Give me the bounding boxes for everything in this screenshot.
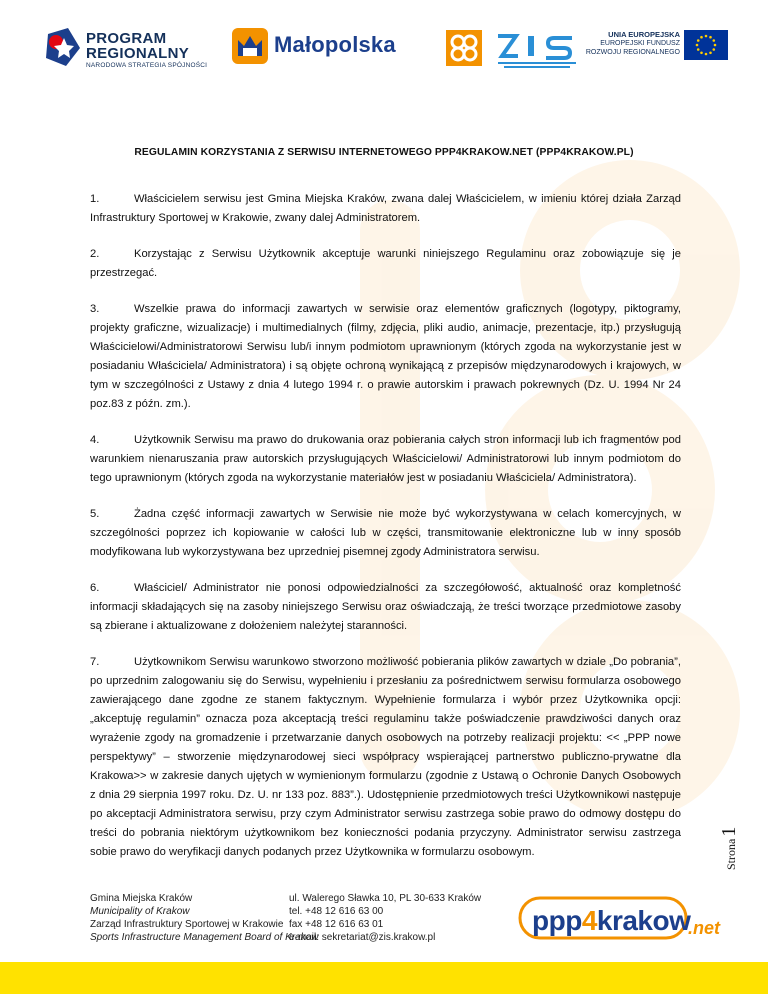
zis-logo-icon xyxy=(494,30,580,70)
svg-text:ppp4krakow: ppp4krakow xyxy=(532,905,691,936)
paragraph xyxy=(90,653,681,862)
footer-contact xyxy=(289,892,481,944)
paragraph-text: Użytkownikom Serwisu warunkowo stworzono możliwość pobierania plików zawartych w dziale „Do pobrania”, po uprzednim zalogowaniu się do Serwisu, wypełnieniu i przesłaniu za pośrednictwem serwisu formularza osobowego zawierającego dane zgodne ze stanem faktycznym. Wypełnienie formularza i wybór przez Użytkownika opcji: „akceptuję regulamin” oznacza poza akceptacją treści regulaminu także poświadczenie prawdziwości danych oraz wyrażenie zgody na gromadzenie i przetwarzanie danych osobowych na potrzeby realizacji projektu: << „PPP nowe perspektywy” – stworzenie międzynarodowej sieci współpracy wspierającej partnerstwo publiczno-prywatne dla Krakowa>> w zakresie danych ujętych w wymienionym formularzu (zgodnie z Ustawą o Ochronie Danych Osobowych z dnia 29 sierpnia 1997 roku. Dz. U. nr 133 poz. 883”.). Udostępnienie przedmiotowych treści Użytkownikowi następuje po akceptacji Administratora serwisu, przy czym Administrator serwisu zastrzega sobie prawo do odmowy dostępu do treści do pobrania niektórym użytkownikom bez konieczności podania przyczyny. Administrator serwisu zastrzega sobie prawo do weryfikacji danych podanych przez Użytkownika w formularzu osobowym. xyxy=(90,656,681,858)
footer xyxy=(0,880,768,994)
program-star-icon xyxy=(44,28,84,68)
eu-star-icon xyxy=(709,36,712,39)
paragraph-text: Użytkownik Serwisu ma prawo do drukowania oraz pobierania całych stron informacji lub ich fragmentów pod warunkiem nienaruszania praw autorskich przysługujących Właścicielowi/ Administratorowi lub innym podmiotom do tego uprawnionym (których zgoda na wykorzystanie materiałów jest w posiadaniu Właściciela/ Administratora). xyxy=(90,434,681,484)
malopolska-wordmark: Małopolska xyxy=(274,32,396,57)
eu-star-icon xyxy=(712,39,715,42)
eu-line2: EUROPEJSKI FUNDUSZ xyxy=(600,40,680,47)
eu-star-icon xyxy=(696,44,699,47)
paragraph-number: 6. xyxy=(90,582,100,594)
eu-star-icon xyxy=(697,48,700,51)
paragraph xyxy=(90,245,681,283)
paragraph-text: Korzystając z Serwisu Użytkownik akceptuje warunki niniejszego Regulaminu oraz zobowiązuje się je przestrzegać. xyxy=(90,248,681,279)
eu-star-icon xyxy=(700,36,703,39)
program-subtitle: NARODOWA STRATEGIA SPÓJNOŚCI xyxy=(86,62,208,69)
eu-line1: UNIA EUROPEJSKA xyxy=(608,30,680,39)
footer-email: e-mail: sekretariat@zis.krakow.pl xyxy=(289,932,436,943)
eu-star-icon xyxy=(697,39,700,42)
footer-fax: fax +48 12 616 63 01 xyxy=(289,919,384,930)
paragraph xyxy=(90,190,681,228)
malopolska-logo xyxy=(232,28,432,68)
paragraph-number: 3. xyxy=(90,303,100,315)
document-title: REGULAMIN KORZYSTANIA Z SERWISU INTERNETOWEGO PPP4KRAKOW.NET (PPP4KRAKOW.PL) xyxy=(134,147,634,158)
eu-star-icon xyxy=(705,53,708,56)
eu-star-icon xyxy=(709,51,712,54)
ppp4krakow-logo xyxy=(518,894,728,942)
paragraph-text: Żadna część informacji zawartych w Serwisie nie może być wykorzystywana w celach komercyjnych, w szczególności poprzez ich kopiowanie w całości lub w części, transmitowanie elektroniczne lub w inny sposób modyfikowana lub wykorzystywana bez uprzedniej pisemnej zgody Administratora serwisu. xyxy=(90,508,681,558)
header-logo-bar xyxy=(0,0,768,90)
paragraph-text: Wszelkie prawa do informacji zawartych w serwisie oraz elementów graficznych (logotypy, piktogramy, projekty graficzne, wizualizacje) i multimedialnych (filmy, zdjęcia, pliki audio, animacje, prezentacje, itp.) przysługują Właścicielowi/Administratorowi Serwisu lub/i innym podmiotom uprawnionym (których zgoda na wykorzystanie jest w posiadaniu Właściciela/ Administratora) i są objęte ochroną wynikającą z przepisów międzynarodowych i krajowych, w tym w szczególności z Ustawy z dnia 4 lutego 1994 r. o prawie autorskim i prawach pokrewnych (Dz. U. 1994 Nr 24 poz.83 z późn. zm.). xyxy=(90,303,681,410)
paragraph xyxy=(90,579,681,636)
footer-org-line: Zarząd Infrastruktury Sportowej w Krakowie xyxy=(90,919,284,930)
ppp4krakow-emblem-icon xyxy=(446,30,482,66)
eu-fund-label xyxy=(584,30,680,57)
svg-text:.net: .net xyxy=(688,918,721,938)
program-title-line2: REGIONALNY xyxy=(86,45,190,62)
paragraph-number: 1. xyxy=(90,193,100,205)
document-body xyxy=(90,190,681,879)
program-title-line1: PROGRAM xyxy=(86,30,167,47)
footer-org-line: Sports Infrastructure Management Board of Krakow xyxy=(90,932,319,943)
paragraph-number: 2. xyxy=(90,248,100,260)
malopolska-emblem-icon xyxy=(232,28,268,64)
eu-flag-icon xyxy=(684,30,728,60)
eu-star-icon xyxy=(705,35,708,38)
paragraph xyxy=(90,300,681,414)
paragraph-text: Właścicielem serwisu jest Gmina Miejska Kraków, zwana dalej Właścicielem, w imieniu której działa Zarząd Infrastruktury Sportowej w Krakowie, zwany dalej Administratorem. xyxy=(90,193,681,224)
footer-address: ul. Walerego Sławka 10, PL 30-633 Kraków xyxy=(289,893,482,904)
footer-org-line: Municipality of Krakow xyxy=(90,906,190,917)
eu-star-icon xyxy=(700,51,703,54)
footer-organization xyxy=(90,892,318,944)
paragraph-number: 4. xyxy=(90,434,100,446)
page-number-label xyxy=(718,827,741,870)
program-regionalny-logo xyxy=(44,28,234,72)
paragraph-number: 7. xyxy=(90,656,100,668)
paragraph-number: 5. xyxy=(90,508,100,520)
eu-star-icon xyxy=(714,44,717,47)
footer-yellow-bar xyxy=(0,962,768,994)
eu-line3: ROZWOJU REGIONALNEGO xyxy=(585,49,680,56)
paragraph-text: Właściciel/ Administrator nie ponosi odpowiedzialności za szczegółowość, aktualność oraz kompletność informacji składających się na zasoby niniejszego Serwisu oraz oświadczają, że treści tworzące przedmiotowe zasoby są zbierane i aktualizowane z dołożeniem należytej staranności. xyxy=(90,582,681,632)
page-label: Strona xyxy=(724,838,738,870)
footer-org-line: Gmina Miejska Kraków xyxy=(90,893,193,904)
page-number: 1 xyxy=(718,826,740,837)
paragraph xyxy=(90,505,681,562)
paragraph xyxy=(90,431,681,488)
eu-star-icon xyxy=(712,48,715,51)
footer-phone: tel. +48 12 616 63 00 xyxy=(289,906,384,917)
